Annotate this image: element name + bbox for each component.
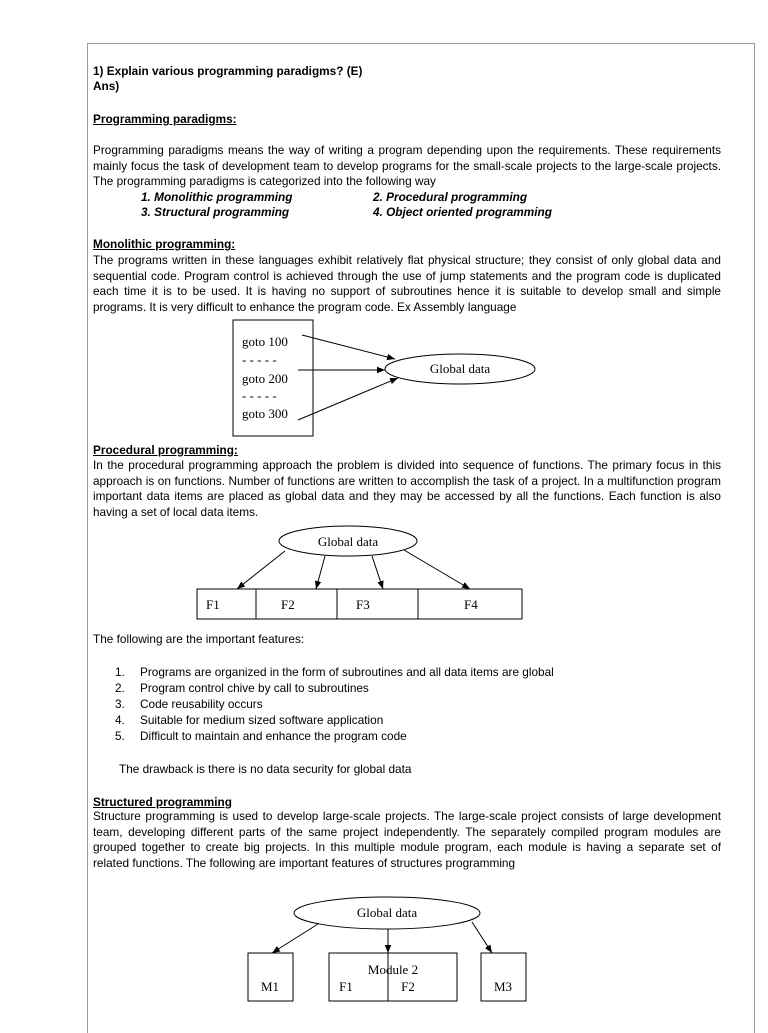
list-item: 3. Code reusability occurs — [115, 697, 263, 711]
module-2-function-f1: F1 — [339, 979, 353, 994]
answer-label: Ans) — [93, 79, 120, 93]
function-f4: F4 — [464, 597, 478, 612]
paradigm-item-4: 4. Object oriented programming — [373, 205, 552, 219]
module-m3-label: M3 — [493, 979, 513, 994]
module-2-function-f2: F2 — [401, 979, 415, 994]
heading-procedural: Procedural programming: — [93, 443, 238, 457]
function-f3: F3 — [356, 597, 370, 612]
code-line-4: - - - - - — [242, 388, 277, 403]
paradigm-item-2: 2. Procedural programming — [373, 190, 528, 204]
code-line-2: - - - - - — [242, 352, 277, 367]
heading-structured: Structured programming — [93, 795, 232, 809]
global-data-label: Global data — [429, 361, 491, 376]
list-item: 5. Difficult to maintain and enhance the program code — [115, 729, 407, 743]
paragraph-monolithic: The programs written in these languages exhibit relatively flat physical structure; they consist of only global data and sequential code. Program control is achieved through the use of jump statements and the program code is duplicated each time it is to be used. It is having no support of subroutines hence it is suitable to develop small and simple programs. It is very difficult to enhance the program code. Ex Assembly language — [93, 253, 721, 314]
paragraph-procedural: In the procedural programming approach the problem is divided into sequence of functions. The primary focus in this approach is on functions. Number of functions are written to accomplish the task of a project. In a multifunction program important data items are placed as global data and they may be accessed by all the functions. Each function is also having a set of local data items. — [93, 458, 721, 519]
heading-monolithic: Monolithic programming: — [93, 237, 236, 251]
paragraph-programming-paradigms: Programming paradigms means the way of writing a program depending upon the requirements. These requirements mainly focus the task of development team to develop programs for the small-scale projects to the large-scale projects. The programming paradigms is categorized into the following way — [93, 143, 721, 189]
global-data-label: Global data — [356, 905, 418, 920]
arrow-to-m1 — [272, 924, 318, 953]
list-item: 2. Program control chive by call to subroutines — [115, 681, 369, 695]
paragraph-structured: Structure programming is used to develop large-scale projects. The large-scale project consists of large development team, developing different parts of the same project independently. The separately compiled program modules are grouped together to create big projects. In this multiple module program, each module is having a separate set of related functions. The following are important features of structures programming — [93, 809, 721, 870]
code-line-3: goto 200 — [242, 371, 288, 386]
code-line-1: goto 100 — [242, 334, 288, 349]
paradigm-item-1: 1. Monolithic programming — [141, 190, 293, 204]
question-title: 1) Explain various programming paradigms? (E) — [93, 64, 363, 78]
list-item: 4. Suitable for medium sized software application — [115, 713, 384, 727]
arrow-to-m3 — [472, 922, 492, 953]
module-m1-label: M1 — [260, 979, 280, 994]
global-data-label: Global data — [317, 534, 379, 549]
module-2-label: Module 2 — [367, 962, 419, 977]
function-f2: F2 — [281, 597, 295, 612]
function-f1: F1 — [206, 597, 220, 612]
paradigm-item-3: 3. Structural programming — [141, 205, 290, 219]
code-line-5: goto 300 — [242, 406, 288, 421]
list-item: 1. Programs are organized in the form of subroutines and all data items are global — [115, 665, 554, 679]
drawback-note: The drawback is there is no data security for global data — [119, 762, 412, 776]
heading-programming-paradigms: Programming paradigms: — [93, 112, 237, 126]
features-intro: The following are the important features: — [93, 632, 305, 646]
